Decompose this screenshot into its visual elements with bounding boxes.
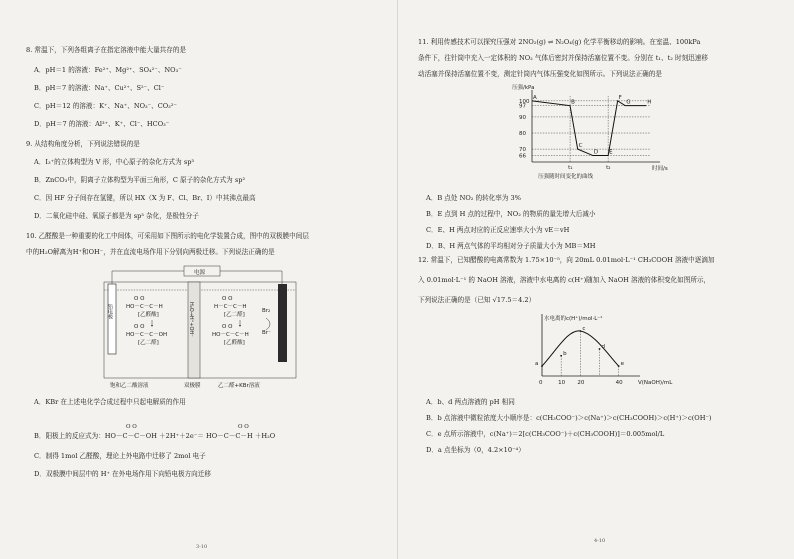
x-axis-label: 时间/s (652, 166, 668, 172)
membrane-label: H₂O→H⁺+OH⁻ (188, 302, 194, 337)
q8-stem: 8. 常温下，下列各组离子在指定溶液中能大量共存的是 (26, 46, 187, 54)
q8-option-a: A．pH＝1 的溶液：Fe²⁺、Mg²⁺、SO₄²⁻、NO₃⁻ (34, 66, 182, 74)
svg-text:O O: O O (222, 324, 233, 330)
q12-option-d: D．a 点坐标为（0，4.2×10⁻⁴） (426, 446, 525, 454)
q12-stem-line1: 12. 常温下，已知醋酸的电离常数为 1.75×10⁻⁵，向 20mL 0.01mol·L⁻¹ CH₃COOH 溶液中逐滴加 (418, 256, 715, 264)
point-label-G: G (626, 99, 631, 106)
y-tick-label: 80 (519, 131, 526, 138)
q11-option-d: D．B、H 两点气体的平均相对分子质量大小为 MB＝MH (426, 242, 596, 250)
left-compound-1-label: [乙醛酸] (138, 312, 159, 318)
q11-stem-line3: 动活塞并保持活塞位置不变，测定针筒内气体压强变化如图所示。下列说法正确的是 (418, 70, 662, 78)
y-tick-label: 66 (519, 153, 526, 160)
q11-option-b: B．E 点到 H 点的过程中，NO₂ 的物质的量先增大后减小 (426, 210, 596, 218)
point-label-D: D (593, 149, 599, 156)
q12-option-c: C．e 点所示溶液中，c(Na⁺)＝2[c(CH₃COO⁻)＋c(CH₃COOH)]＝0.005mol/L (426, 430, 665, 438)
page-number-right: 4-10 (594, 538, 606, 544)
water-ionization-chart (526, 310, 673, 390)
q10-stem-line1: 10. 乙醛酸是一种重要的化工中间体，可采用如下图所示的电化学装置合成，图中的双极膜中间层 (26, 232, 309, 240)
q8-option-c: C．pH＝12 的溶液：K⁺、Na⁺、NO₃⁻、CO₃²⁻ (34, 102, 177, 110)
q12-option-b: B．b 点溶液中微粒浓度大小顺序是：c(CH₃COO⁻)＞c(Na⁺)＞c(CH₃COOH)＞c(H⁺)＞c(OH⁻) (426, 414, 712, 422)
y-axis-label: 水电离的c(H⁺)/mol·L⁻¹ (544, 316, 603, 322)
q11-stem-line2: 条件下，往针筒中充入一定体积的 NO₂ 气体后密封并保持活塞位置不变。分别在 t₁、t₂ 时刻迅速移 (418, 54, 708, 62)
x-tick-label: t₁ (568, 165, 573, 171)
y-axis-label: 压强/kPa (512, 85, 535, 91)
right-compound-1-label: [乙二醛] (224, 312, 245, 318)
right-compound-2-formula: HO－C－C－H (212, 332, 249, 338)
power-label: 电源 (194, 270, 206, 276)
right-compound-2-label: [乙醛酸] (224, 340, 245, 346)
x-tick-label: t₂ (606, 165, 611, 171)
svg-text:O O: O O (134, 324, 145, 330)
page-number-left: 3-10 (196, 544, 208, 550)
point-label-d: d (601, 344, 605, 350)
lead-electrode-label: 铅电极 (107, 304, 113, 319)
q11-stem-line1: 11. 利用传感技术可以探究压强对 2NO₂(g) ⇌ N₂O₄(g) 化学平衡移动的影响。在室温、100kPa (418, 38, 701, 46)
point-label-e: e (620, 361, 625, 368)
right-electrode (278, 284, 287, 362)
caption-middle: 双极膜 (184, 383, 201, 389)
bromine-label: Br₂ (262, 308, 271, 314)
q9-option-d: D．二氧化硅中硅、氧原子都是为 sp³ 杂化，是极性分子 (34, 212, 199, 220)
q8-option-d: D．pH＝7 的溶液：Al³⁺、K⁺、Cl⁻、HCO₃⁻ (34, 120, 170, 128)
q10-stem-line2: 中的H₂O解离为H⁺和OH⁻，并在直流电场作用下分别向两极迁移。下列说法正确的是 (26, 248, 275, 256)
q10-option-c: C．制得 1mol 乙醛酸，理论上外电路中迁移了 2mol 电子 (34, 452, 206, 460)
left-compound-2-label: [乙二醛] (138, 340, 159, 346)
q11-option-a: A．B 点处 NO₂ 的转化率为 3% (426, 194, 522, 202)
q12-stem-line3: 下列说法正确的是（已知 √17.5＝4.2） (418, 296, 536, 304)
q9-stem: 9. 从结构角度分析，下列说法错误的是 (26, 140, 140, 148)
x-tick-label: 0 (539, 380, 543, 386)
point-label-A: A (533, 94, 537, 101)
q12-option-a: A．b、d 两点溶液的 pH 相同 (426, 398, 515, 406)
svg-text:O O: O O (222, 296, 233, 302)
q9-option-a: A．I₃⁺的立体构型为 V 形，中心原子的杂化方式为 sp³ (34, 158, 195, 166)
q12-stem-line2: 入 0.01mol·L⁻¹ 的 NaOH 溶液，溶液中水电离的 c(H⁺)随加入 NaOH 溶液的体积变化如图所示， (418, 276, 711, 284)
x-axis-label: V(NaOH)/mL (638, 380, 673, 386)
q9-option-c: C．因 HF 分子间存在氢键，所以 HX（X 为 F、Cl、Br、I）中其沸点最高 (34, 194, 256, 202)
q10-option-b: B．阳极上的反应式为：HO－C－C－OH ＋2H⁺＋2e⁻＝ HO－C－C－H ＋H₂O (34, 432, 276, 440)
q9-option-b: B．ZnCO₃中，阴离子立体构型为平面三角形，C 原子的杂化方式为 sp² (34, 176, 246, 184)
left-compound-1-formula: HO－C－C－H (126, 304, 163, 310)
x-tick-label: 10 (558, 380, 566, 386)
caption-right: 乙二醛+KBr溶液 (218, 383, 260, 389)
svg-text:O O: O O (134, 296, 145, 302)
point-label-b: b (563, 350, 567, 357)
pressure-series-line (532, 101, 646, 156)
x-tick-label: 40 (615, 380, 623, 386)
y-tick-label: 100 (519, 98, 530, 105)
point-label-F: F (618, 94, 622, 101)
x-tick-label: 20 (577, 380, 585, 386)
q10-option-d: D．双极膜中间层中的 H⁺ 在外电场作用下向铅电极方向迁移 (34, 470, 211, 478)
point-label-c: c (582, 326, 586, 332)
q11-option-c: C．E、H 两点对应的正反应速率大小为 vE＝vH (426, 226, 570, 234)
point-label-B: B (571, 99, 575, 106)
chart-title: 压强随时间变化的曲线 (538, 174, 594, 180)
q8-option-b: B．pH＝7 的溶液：Na⁺、Cu²⁺、S²⁻、Cl⁻ (34, 84, 165, 92)
right-compound-1-formula: H－C－C－H (214, 304, 247, 310)
point-label-E: E (609, 149, 613, 156)
y-tick-label: 90 (519, 114, 526, 121)
bromide-label: Br⁻ (262, 330, 271, 336)
caption-left: 饱和乙二酸溶液 (110, 383, 149, 389)
point-label-C: C (578, 143, 583, 150)
point-label-H: H (647, 99, 652, 106)
y-tick-label: 70 (519, 147, 526, 154)
q10-option-a: A．KBr 在上述电化学合成过程中只起电解质的作用 (34, 398, 186, 406)
q10-option-b-oo2: O O (238, 424, 249, 430)
left-compound-2-formula: HO－C－C－OH (126, 332, 168, 338)
electrolysis-figure (100, 262, 300, 394)
point-label-a: a (535, 361, 539, 368)
y-tick-label: 97 (519, 103, 526, 110)
q10-option-b-oo1: O O (126, 424, 137, 430)
right-page (397, 0, 794, 559)
pressure-chart (510, 86, 670, 182)
lead-electrode (108, 284, 116, 354)
